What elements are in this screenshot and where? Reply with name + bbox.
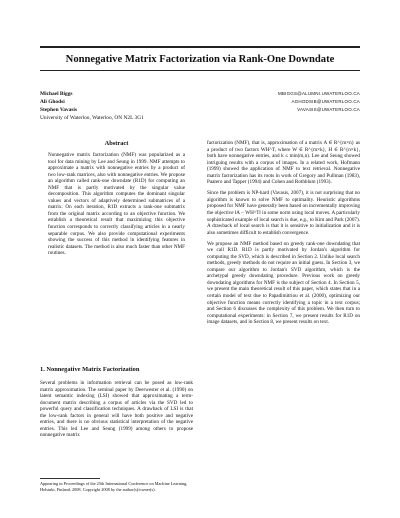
author-block — [40, 90, 360, 122]
paper-title: Nonnegative Matrix Factorization via Rank-One Downdate — [65, 54, 335, 65]
author-row — [40, 98, 360, 106]
author-email: MBIGGS@ALUMNI.UWATERLOO.CA — [277, 91, 360, 96]
author-name: Stephen Vavasis — [40, 107, 77, 113]
title-rule-top — [40, 46, 360, 48]
title-rule-bottom — [40, 70, 360, 71]
author-row — [40, 90, 360, 98]
footnote: Appearing in Proceedings of the 25th International Conference on Machine Learning, Helsinki, Finland, 2008. Copyright 2008 by the author(s)/owner(s). — [40, 481, 188, 492]
author-email: VAVASIS@UWATERLOO.CA — [297, 107, 360, 112]
author-email: AGHODSIB@UWATERLOO.CA — [291, 99, 360, 104]
abstract-text: Nonnegative matrix factorization (NMF) was popularized as a tool for data mining by Lee and Seung in 1999. NMF attempts to approximate a matrix with nonnegative entries by a product of two low-rank matrices, also with nonnegative entries. We propose an algorithm called rank-one downdate (R1D) for computing an NMF that is partly motivated by the singular value decomposition. This algorithm computes the dominant singular values and vectors of adaptively determined submatrices of a matrix. On each iteration, R1D extracts a rank-one submatrix from the original matrix according to an objective function. We establish a theoretical result that maximizing this objective function corresponds to correctly classifying articles in a nearly separable corpus. We also provide computational experiments showing the success of this method in identifying features in realistic datasets. The method is also much faster than other NMF routines. — [48, 152, 185, 257]
paragraph: factorization (NMF), that is, approximation of a matrix A ∈ R^{m×n} as a product of two factors WH^T, where W ∈ R^{m×k}, H ∈ R^{n×k}, both have nonnegative entries, and k ≤ min(m,n). Lee and Seung showed intriguing results with a corpus of images. In a related work, Hofmann (1999) showed the application of NMF to text retrieval. Nonnegative matrix factorization has its roots in work of Gregory and Pullman (1983), Paatero and Tapper (1994) and Cohen and Rothblum (1993). — [207, 140, 360, 186]
footnote-rule — [40, 478, 100, 479]
abstract-heading: Abstract — [104, 140, 129, 147]
section-heading: 1. Nonnegative Matrix Factorization — [40, 366, 140, 373]
affiliation: University of Waterloo, Waterloo, ON N2L 3G1 — [40, 115, 144, 121]
author-row — [40, 106, 360, 114]
right-column — [207, 140, 360, 326]
paragraph: Since the problem is NP-hard (Vavasis, 2007), it is not surprising that no algorithm is known to solve NMF to optimality. Heuristic algorithms proposed for NMF have generally been based on incrementally improving the objective ‖A − WH^T‖ in some norm using local moves. A particularly sophisticated example of local search is due, e.g., to Kim and Park (2007). A drawback of local search is that it is sensitive to initialization and it is also sometimes difficult to establish convergence. — [207, 190, 360, 236]
paragraph: We propose an NMF method based on greedy rank-one downdating that we call R1D. R1D is partly motivated by Jordan's algorithm for computing the SVD, which is described in Section 2. Unlike local search methods, greedy methods do not require an initial guess. In Section 3, we compare our algorithm to Jordan's SVD algorithm, which is the archetypal greedy downdating procedure. Previous work on greedy downdating algorithms for NMF is the subject of Section 4. In Section 5, we present the main theoretical result of this paper, which states that in a certain model of text due to Papadimitriou et al. (2000), optimizing our objective function means correctly identifying a topic in a text corpus; and Section 6 discusses the complexity of this problem. We then turn to computational experiments: in Section 7, we present results for R1D on image datasets, and in Section 8, we present results on text. — [207, 240, 360, 326]
author-name: Ali Ghodsi — [40, 99, 65, 105]
author-name: Michael Biggs — [40, 91, 73, 97]
section1-text: Several problems in information retrieval can be posed as low-rank matrix approximation. The seminal paper by Deerwester et al. (1990) on latent semantic indexing (LSI) showed that approximating a term-document matrix describing a corpus of articles via the SVD led to powerful query and classification techniques. A drawback of LSI is that the low-rank factors in general will have both positive and negative entries, and there is no obvious statistical interpretation of the negative entries. This led Lee and Seung (1999) among others to propose nonnegative matrix — [40, 380, 193, 439]
